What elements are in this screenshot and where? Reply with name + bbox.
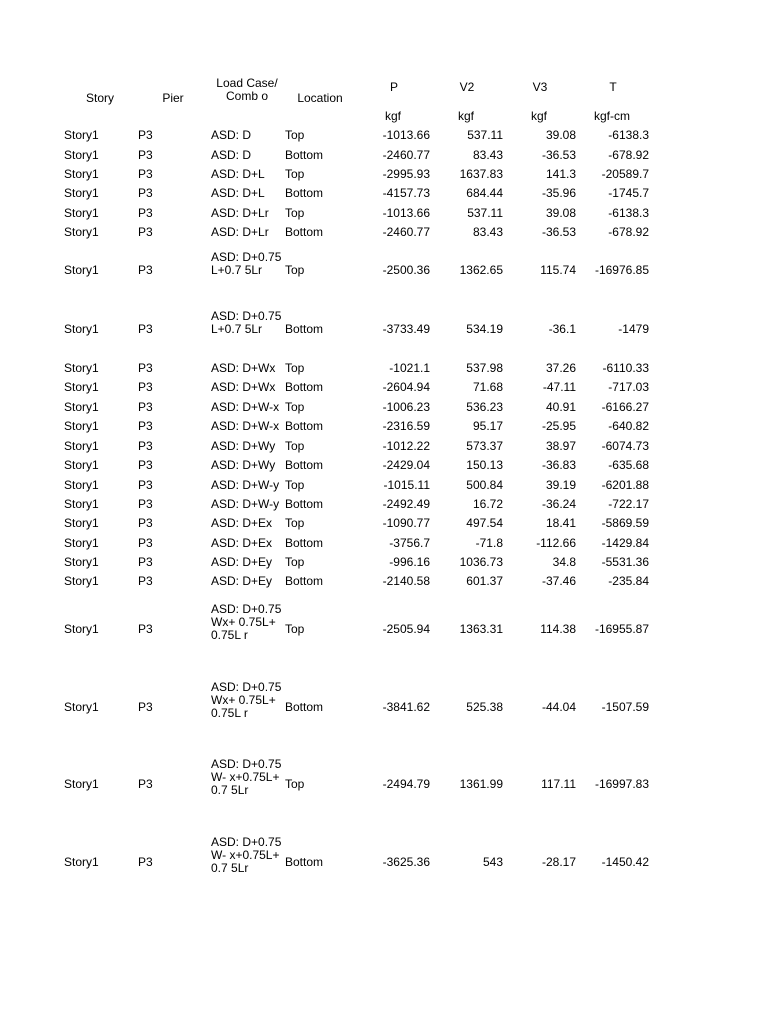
- cell-location: Bottom: [285, 380, 324, 394]
- cell-v3: 117.11: [541, 776, 576, 791]
- cell-v2: 71.68: [472, 380, 503, 394]
- cell-v2: 1363.31: [459, 621, 503, 636]
- cell-v3: -47.11: [542, 380, 576, 394]
- cell-load-case: ASD: D+Wx: [211, 361, 276, 375]
- cell-pier: P3: [138, 322, 153, 336]
- cell-p: -2316.59: [382, 419, 430, 433]
- cell-v3: -28.17: [541, 854, 576, 869]
- cell-v2: 537.11: [467, 128, 503, 142]
- cell-location: Bottom: [285, 458, 324, 472]
- cell-load-case: ASD: D+0.75Wx+ 0.75L+0.75L r: [211, 602, 282, 642]
- cell-p: -2460.77: [382, 148, 430, 162]
- cell-pier: P3: [138, 854, 153, 869]
- cell-p: -2492.49: [382, 497, 430, 511]
- cell-v2: 95.17: [472, 419, 503, 433]
- cell-t: -640.82: [608, 419, 649, 433]
- cell-t: -1450.42: [601, 854, 649, 869]
- cell-pier: P3: [138, 206, 153, 220]
- cell-v3: -36.53: [541, 225, 576, 239]
- cell-story: Story1: [64, 419, 99, 433]
- cell-load-case: ASD: D: [211, 148, 252, 162]
- header-t: T: [609, 80, 617, 94]
- cell-v2: 83.43: [472, 148, 503, 162]
- cell-v3: 39.08: [545, 128, 576, 142]
- cell-v2: 83.43: [472, 225, 503, 239]
- unit-v3: kgf: [531, 109, 548, 123]
- cell-t: -6166.27: [601, 400, 649, 414]
- cell-story: Story1: [64, 854, 99, 869]
- cell-t: -16976.85: [594, 263, 649, 277]
- cell-p: -2604.94: [382, 380, 430, 394]
- cell-p: -4157.73: [382, 186, 430, 200]
- cell-v3: -36.24: [541, 497, 576, 511]
- cell-v2: 536.23: [466, 400, 503, 414]
- cell-story: Story1: [64, 186, 99, 200]
- cell-load-case: ASD: D+W-y: [211, 497, 280, 511]
- cell-pier: P3: [138, 128, 153, 142]
- header-p: P: [389, 80, 398, 94]
- cell-load-case: ASD: D+Ex: [211, 536, 273, 550]
- cell-location: Bottom: [285, 699, 324, 714]
- cell-story: Story1: [64, 776, 99, 791]
- cell-story: Story1: [64, 536, 99, 550]
- cell-location: Top: [285, 263, 305, 277]
- cell-t: -6138.3: [608, 206, 649, 220]
- cell-p: -3625.36: [382, 854, 430, 869]
- cell-story: Story1: [64, 263, 99, 277]
- cell-p: -1021.1: [389, 361, 430, 375]
- cell-load-case: ASD: D+Ey: [211, 574, 273, 588]
- cell-location: Top: [285, 516, 305, 530]
- cell-v3: 18.41: [545, 516, 576, 530]
- cell-pier: P3: [138, 263, 153, 277]
- cell-location: Top: [285, 128, 305, 142]
- cell-load-case: ASD: D+Lr: [211, 225, 269, 239]
- cell-story: Story1: [64, 621, 99, 636]
- cell-p: -2995.93: [382, 167, 430, 181]
- cell-pier: P3: [138, 167, 153, 181]
- cell-location: Bottom: [285, 225, 324, 239]
- cell-p: -996.16: [389, 555, 430, 569]
- cell-t: -635.68: [608, 458, 649, 472]
- cell-location: Bottom: [285, 536, 324, 550]
- cell-pier: P3: [138, 621, 153, 636]
- cell-v2: 684.44: [466, 186, 503, 200]
- cell-load-case: ASD: D+0.75W- x+0.75L+0.7 5Lr: [211, 835, 282, 875]
- cell-v3: 40.91: [545, 400, 576, 414]
- cell-load-case: ASD: D+Wy: [211, 458, 276, 472]
- cell-t: -20589.7: [601, 167, 649, 181]
- cell-pier: P3: [138, 555, 153, 569]
- cell-t: -6138.3: [608, 128, 649, 142]
- cell-v2: 537.11: [467, 206, 503, 220]
- cell-t: -722.17: [608, 497, 649, 511]
- cell-v2: 601.37: [466, 574, 503, 588]
- header-v3: V3: [532, 80, 548, 94]
- cell-location: Top: [285, 439, 305, 453]
- cell-pier: P3: [138, 186, 153, 200]
- cell-p: -1013.66: [382, 128, 430, 142]
- cell-t: -16997.83: [594, 776, 649, 791]
- cell-t: -678.92: [608, 225, 649, 239]
- unit-v2: kgf: [458, 109, 475, 123]
- cell-load-case: ASD: D+W-x: [211, 400, 280, 414]
- cell-p: -1015.11: [383, 478, 430, 492]
- cell-location: Top: [285, 776, 305, 791]
- cell-p: -1006.23: [382, 400, 430, 414]
- cell-location: Top: [285, 555, 305, 569]
- cell-story: Story1: [64, 400, 99, 414]
- cell-p: -2494.79: [382, 776, 430, 791]
- cell-v2: 1362.65: [459, 263, 503, 277]
- cell-location: Top: [285, 167, 305, 181]
- header-pier: Pier: [162, 91, 184, 105]
- cell-location: Bottom: [285, 419, 324, 433]
- cell-load-case: ASD: D+0.75W- x+0.75L+0.7 5Lr: [211, 757, 282, 797]
- cell-story: Story1: [64, 516, 99, 530]
- cell-location: Bottom: [285, 322, 324, 336]
- cell-v3: 38.97: [545, 439, 576, 453]
- cell-t: -1507.59: [601, 699, 649, 714]
- cell-pier: P3: [138, 361, 153, 375]
- cell-load-case: ASD: D+Ey: [211, 555, 273, 569]
- cell-story: Story1: [64, 322, 99, 336]
- cell-load-case: ASD: D+L: [211, 167, 265, 181]
- cell-location: Top: [285, 206, 305, 220]
- header-location: Location: [297, 91, 343, 105]
- cell-story: Story1: [64, 206, 99, 220]
- cell-v3: 114.38: [540, 621, 576, 636]
- cell-story: Story1: [64, 225, 99, 239]
- cell-v3: -44.04: [541, 699, 576, 714]
- cell-location: Bottom: [285, 148, 324, 162]
- cell-t: -16955.87: [594, 621, 649, 636]
- cell-location: Bottom: [285, 497, 324, 511]
- cell-t: -6201.88: [601, 478, 649, 492]
- cell-v2: 537.98: [466, 361, 503, 375]
- cell-v2: 150.13: [466, 458, 503, 472]
- cell-v2: 573.37: [466, 439, 503, 453]
- cell-v2: 525.38: [466, 699, 503, 714]
- cell-v3: 39.08: [545, 206, 576, 220]
- cell-p: -2460.77: [382, 225, 430, 239]
- header-v2: V2: [459, 80, 475, 94]
- cell-pier: P3: [138, 225, 153, 239]
- cell-p: -2505.94: [382, 621, 430, 636]
- cell-story: Story1: [64, 574, 99, 588]
- cell-p: -3733.49: [382, 322, 430, 336]
- cell-pier: P3: [138, 497, 153, 511]
- cell-location: Top: [285, 361, 305, 375]
- cell-location: Bottom: [285, 854, 324, 869]
- cell-v3: -36.53: [541, 148, 576, 162]
- cell-load-case: ASD: D+W-x: [211, 419, 280, 433]
- cell-pier: P3: [138, 478, 153, 492]
- cell-v3: -112.66: [536, 536, 576, 550]
- cell-t: -678.92: [608, 148, 649, 162]
- cell-p: -2140.58: [382, 574, 430, 588]
- cell-v2: 543: [482, 854, 503, 869]
- cell-t: -5531.36: [601, 555, 649, 569]
- cell-t: -717.03: [608, 380, 649, 394]
- cell-story: Story1: [64, 148, 99, 162]
- cell-story: Story1: [64, 380, 99, 394]
- cell-pier: P3: [138, 419, 153, 433]
- unit-p: kgf: [385, 109, 402, 123]
- cell-v3: 37.26: [545, 361, 576, 375]
- cell-t: -5869.59: [601, 516, 649, 530]
- cell-story: Story1: [64, 128, 99, 142]
- cell-v3: 115.74: [540, 263, 576, 277]
- cell-location: Top: [285, 478, 305, 492]
- cell-load-case: ASD: D: [211, 128, 252, 142]
- cell-load-case: ASD: D+L: [211, 186, 265, 200]
- cell-pier: P3: [138, 776, 153, 791]
- cell-v2: -71.8: [475, 536, 503, 550]
- cell-location: Top: [285, 621, 305, 636]
- cell-v3: -37.46: [541, 574, 576, 588]
- cell-p: -2500.36: [382, 263, 430, 277]
- cell-story: Story1: [64, 555, 99, 569]
- cell-load-case: ASD: D+0.75Wx+ 0.75L+0.75L r: [211, 680, 282, 720]
- cell-pier: P3: [138, 536, 153, 550]
- cell-t: -235.84: [608, 574, 649, 588]
- cell-t: -6110.33: [602, 361, 649, 375]
- cell-load-case: ASD: D+W-y: [211, 478, 280, 492]
- cell-pier: P3: [138, 574, 153, 588]
- cell-pier: P3: [138, 380, 153, 394]
- cell-v2: 1637.83: [459, 167, 503, 181]
- cell-t: -6074.73: [601, 439, 649, 453]
- cell-v3: 141.3: [545, 167, 576, 181]
- cell-t: -1429.84: [601, 536, 649, 550]
- cell-pier: P3: [138, 516, 153, 530]
- cell-location: Bottom: [285, 574, 324, 588]
- cell-v2: 534.19: [466, 322, 503, 336]
- header-load-case: Load Case/Comb o: [216, 76, 278, 103]
- cell-v3: -25.95: [541, 419, 576, 433]
- cell-story: Story1: [64, 167, 99, 181]
- cell-v2: 497.54: [466, 516, 503, 530]
- cell-story: Story1: [64, 439, 99, 453]
- cell-p: -2429.04: [382, 458, 430, 472]
- cell-t: -1479: [618, 322, 649, 336]
- cell-v3: -35.96: [541, 186, 576, 200]
- cell-v2: 1361.99: [459, 776, 503, 791]
- cell-load-case: ASD: D+Lr: [211, 206, 269, 220]
- cell-v3: 34.8: [552, 555, 576, 569]
- cell-p: -3756.7: [389, 536, 430, 550]
- cell-p: -1013.66: [382, 206, 430, 220]
- cell-story: Story1: [64, 361, 99, 375]
- cell-pier: P3: [138, 458, 153, 472]
- cell-pier: P3: [138, 699, 153, 714]
- cell-load-case: ASD: D+0.75L+0.7 5Lr: [211, 250, 282, 277]
- cell-location: Top: [285, 400, 305, 414]
- cell-p: -1012.22: [382, 439, 430, 453]
- cell-story: Story1: [64, 458, 99, 472]
- cell-load-case: ASD: D+0.75L+0.7 5Lr: [211, 309, 282, 336]
- cell-p: -1090.77: [382, 516, 430, 530]
- cell-v2: 1036.73: [459, 555, 503, 569]
- cell-location: Bottom: [285, 186, 324, 200]
- cell-pier: P3: [138, 400, 153, 414]
- header-story: Story: [85, 91, 114, 105]
- unit-t: kgf-cm: [594, 109, 630, 123]
- cell-load-case: ASD: D+Wy: [211, 439, 276, 453]
- cell-v3: -36.1: [548, 322, 576, 336]
- cell-v2: 500.84: [466, 478, 503, 492]
- cell-story: Story1: [64, 478, 99, 492]
- cell-story: Story1: [64, 497, 99, 511]
- cell-pier: P3: [138, 439, 153, 453]
- cell-pier: P3: [138, 148, 153, 162]
- cell-v3: 39.19: [545, 478, 576, 492]
- cell-t: -1745.7: [608, 186, 649, 200]
- cell-v3: -36.83: [541, 458, 576, 472]
- cell-story: Story1: [64, 699, 99, 714]
- cell-p: -3841.62: [382, 699, 430, 714]
- cell-load-case: ASD: D+Wx: [211, 380, 276, 394]
- cell-v2: 16.72: [472, 497, 503, 511]
- cell-load-case: ASD: D+Ex: [211, 516, 273, 530]
